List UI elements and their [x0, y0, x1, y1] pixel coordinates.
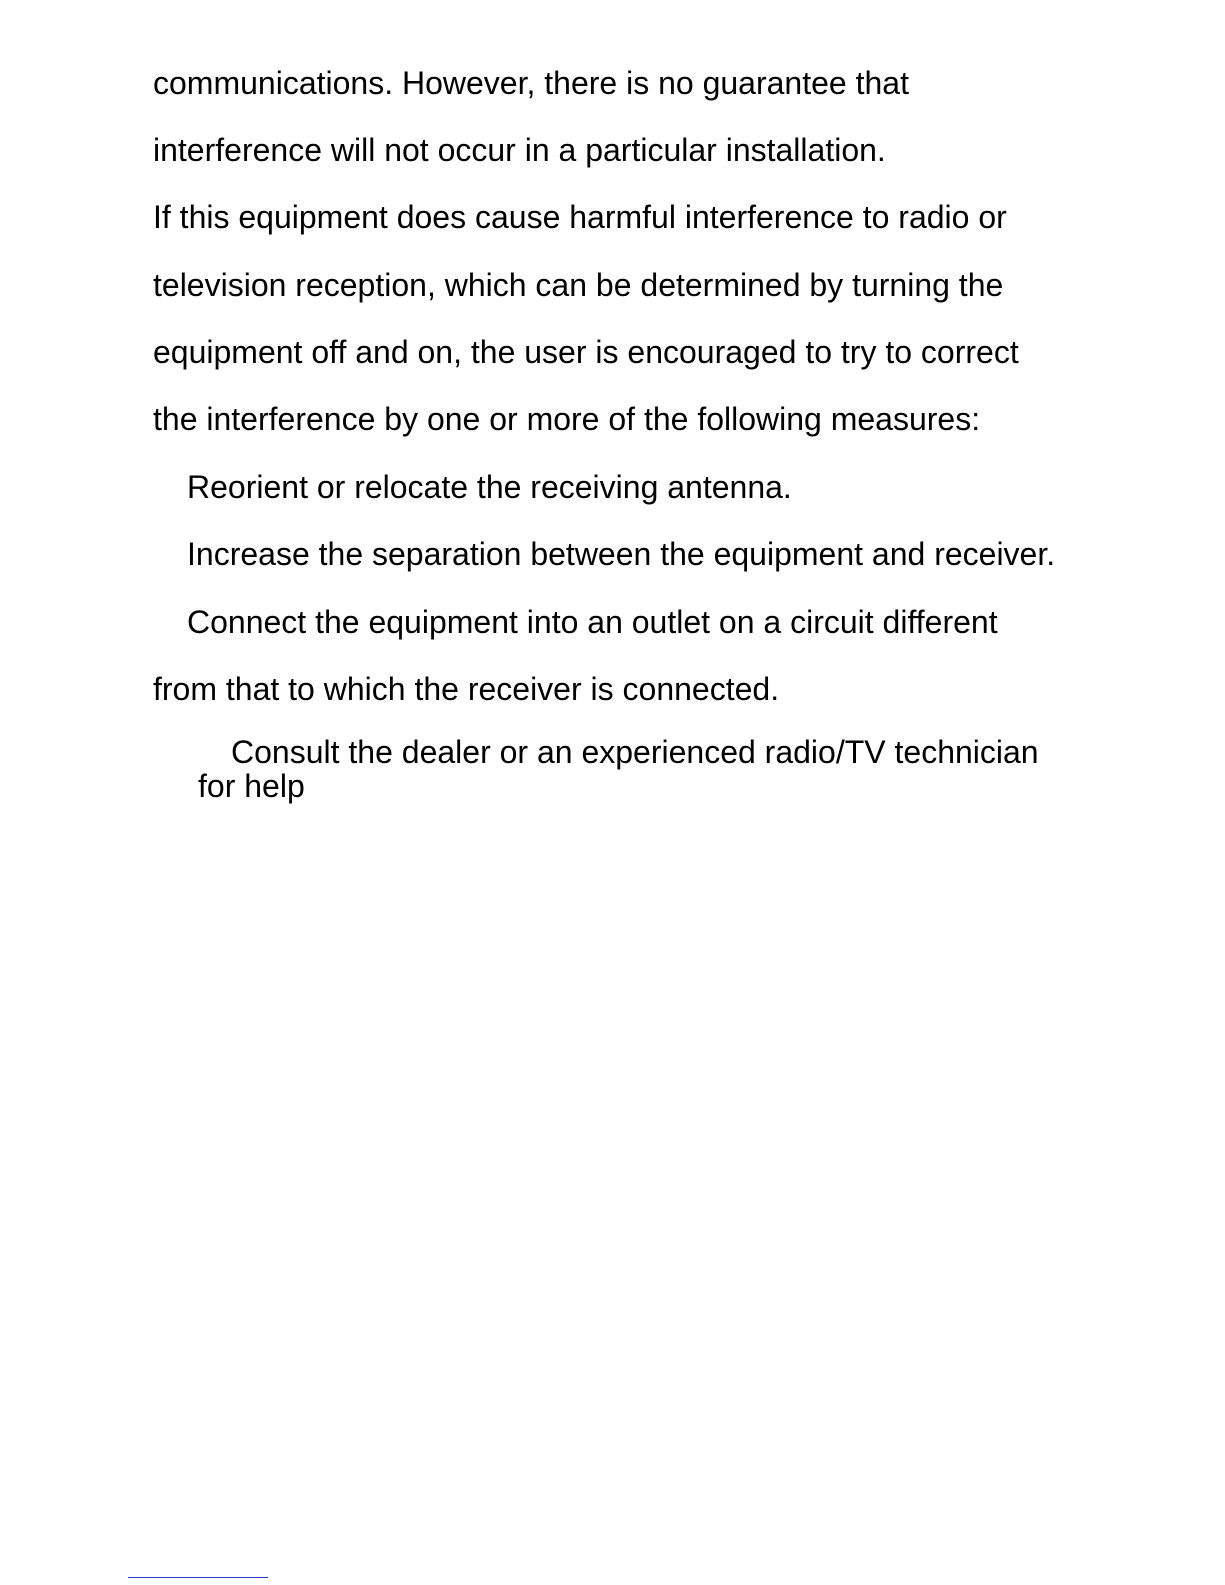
measure-item: Reorient or relocate the receiving antenna.	[187, 469, 792, 505]
paragraph-line: communications. However, there is no guarantee that	[153, 65, 909, 101]
measure-item-continuation: from that to which the receiver is connected.	[153, 671, 780, 707]
paragraph-line: television reception, which can be determined by turning the	[153, 267, 1004, 303]
paragraph-line: equipment off and on, the user is encouraged to try to correct	[153, 334, 1019, 370]
measure-item: Connect the equipment into an outlet on a circuit different	[187, 604, 998, 640]
measure-item: Consult the dealer or an experienced radio/TV technician	[231, 734, 1039, 770]
measure-item: Increase the separation between the equipment and receiver.	[187, 536, 1056, 572]
measure-item-continuation: for help	[198, 768, 305, 804]
paragraph-line: interference will not occur in a particular installation.	[153, 132, 886, 168]
paragraph-line: the interference by one or more of the following measures:	[153, 401, 981, 437]
footnote-separator	[128, 1577, 268, 1578]
paragraph-line: If this equipment does cause harmful interference to radio or	[153, 199, 1007, 235]
